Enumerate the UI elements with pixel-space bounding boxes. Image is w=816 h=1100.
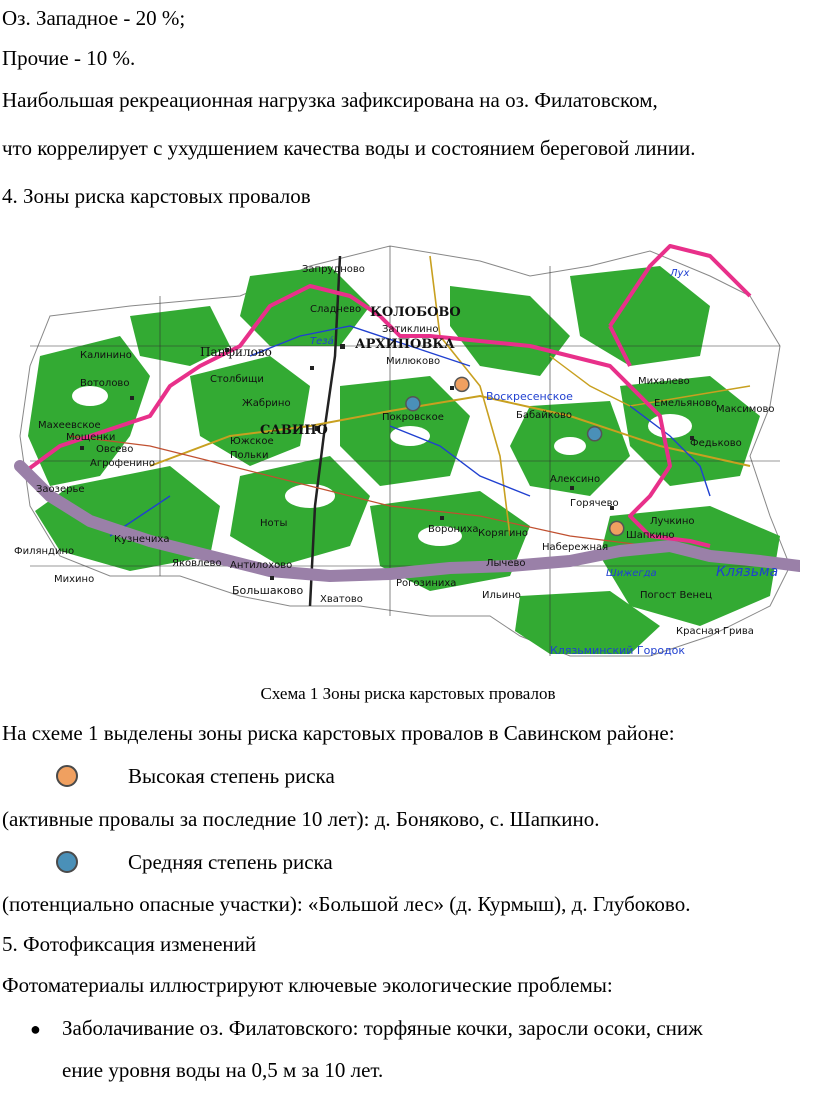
map-label-filyandino: Филяндино (14, 546, 75, 557)
map-label-milyukovo: Милюково (386, 356, 441, 367)
map-label-yuzhskoe: Южское (230, 436, 274, 447)
map-label-klyazma: Клязьма (716, 564, 779, 580)
map-label-moshchenki: Мощенки (66, 432, 116, 443)
high-risk-label: Высокая степень риска (128, 764, 335, 788)
map-label-mikhino: Михино (54, 574, 95, 585)
map-caption: Схема 1 Зоны риска карстовых провалов (260, 684, 556, 703)
bullet-text-line-1: Заболачивание оз. Филатовского: торфяные кочки, заросли осоки, сниж (62, 1016, 703, 1040)
high-risk-point (610, 521, 624, 535)
section-heading-4: 4. Зоны риска карстовых провалов (2, 184, 311, 208)
map-label-klyazminsky: Клязьминский Городок (550, 644, 686, 657)
photo-intro: Фотоматериалы иллюстрируют ключевые экологические проблемы: (2, 973, 613, 997)
map-label-kolobovo: КОЛОБОВО (370, 305, 461, 320)
map-label-lukh: Лух (670, 268, 690, 279)
map-label-khvatovo: Хватово (320, 594, 363, 605)
high-risk-description: (активные провалы за последние 10 лет): д. Боняково, с. Шапкино. (2, 807, 600, 831)
map-label-luchkino: Лучкино (650, 516, 695, 527)
high-risk-legend-icon (56, 765, 78, 787)
map-label-savino: САВИНО (260, 423, 328, 438)
map-label-ilyino: Ильино (482, 590, 521, 601)
map-label-goryachevo: Горячево (570, 498, 619, 509)
map-label-pogost-venets: Погост Венец (640, 590, 713, 601)
map-label-slednevo: Сладнево (310, 304, 362, 315)
map-label-lychevo: Лычево (486, 558, 526, 569)
map-label-fedyakovo: Федьково (690, 438, 742, 449)
section-heading-5: 5. Фотофиксация изменений (2, 932, 257, 956)
map-label-kuznechikha: Кузнечиха (114, 534, 170, 545)
text-line-3: Наибольшая рекреационная нагрузка зафиксирована на оз. Филатовском, (2, 88, 658, 112)
medium-risk-point (406, 397, 420, 411)
map-label-naberezhnaya: Набережная (542, 542, 609, 553)
map-label-stolbishchi: Столбищи (210, 374, 264, 385)
map-label-shapkino: Шапкино (626, 530, 675, 541)
map-label-maksimovo: Максимово (716, 404, 775, 415)
medium-risk-label: Средняя степень риска (128, 850, 333, 874)
map-label-koryagino: Корягино (478, 528, 528, 539)
map-label-teza: Тезá (310, 336, 334, 347)
text-line-2: Прочие - 10 %. (2, 46, 136, 70)
karst-risk-map (10, 236, 800, 666)
map-label-yakovlevo: Яковлево (172, 558, 222, 569)
map-label-agrofenino: Агрофенино (90, 458, 155, 469)
map-label-antilokhovo: Антилохово (230, 560, 293, 571)
map-label-voskresenskoe: Воскресенское (486, 390, 573, 403)
map-label-ovsevo: Овсево (96, 444, 134, 455)
map-label-zaozerye: Заозерье (36, 484, 85, 495)
map-label-noty: Ноты (260, 518, 288, 529)
map-label-panfilovo: Панфилово (200, 345, 272, 359)
text-line-1: Оз. Западное - 20 %; (2, 6, 186, 30)
map-label-rogozinikha: Рогозиниха (396, 578, 457, 589)
intro-text: На схеме 1 выделены зоны риска карстовых провалов в Савинском районе: (2, 721, 675, 745)
map-label-bolshakovo: Большаково (232, 584, 304, 597)
map-label-shizhegda: Шижегда (606, 568, 657, 579)
map-label-zatiklino: Затиклино (382, 324, 439, 335)
map-label-makhkeevskoe: Махеевское (38, 420, 101, 431)
text-line-4: что коррелирует с ухудшением качества воды и состоянием береговой линии. (2, 136, 696, 160)
map-label-votolovo: Вотолово (80, 378, 130, 389)
map-label-polki: Польки (230, 450, 269, 461)
map-label-voronikha: Ворониха (428, 524, 479, 535)
medium-risk-description: (потенциально опасные участки): «Большой лес» (д. Курмыш), д. Глубоково. (2, 892, 691, 916)
map-label-kalinino: Калинино (80, 350, 132, 361)
map-label-krasnaya-griva: Красная Грива (676, 626, 754, 637)
bullet-icon: ● (30, 1019, 41, 1039)
map-label-arkhipovka: АРХИПОВКА (355, 337, 455, 352)
map-label-zaprudnovo: Запрудново (302, 264, 365, 275)
bullet-text-line-2: ение уровня воды на 0,5 м за 10 лет. (62, 1058, 384, 1082)
map-label-aleksino: Алексино (550, 474, 601, 485)
map-label-pokrovskoe: Покровское (382, 412, 444, 423)
medium-risk-legend-icon (56, 851, 78, 873)
map-label-babaikovo: Бабайково (516, 410, 572, 421)
map-label-mikhalevo: Михалево (638, 376, 690, 387)
high-risk-point (455, 377, 469, 391)
map-label-emelyanovo: Емельяново (654, 398, 717, 409)
map-label-zhabrino: Жабрино (242, 398, 291, 409)
medium-risk-point (588, 427, 602, 441)
